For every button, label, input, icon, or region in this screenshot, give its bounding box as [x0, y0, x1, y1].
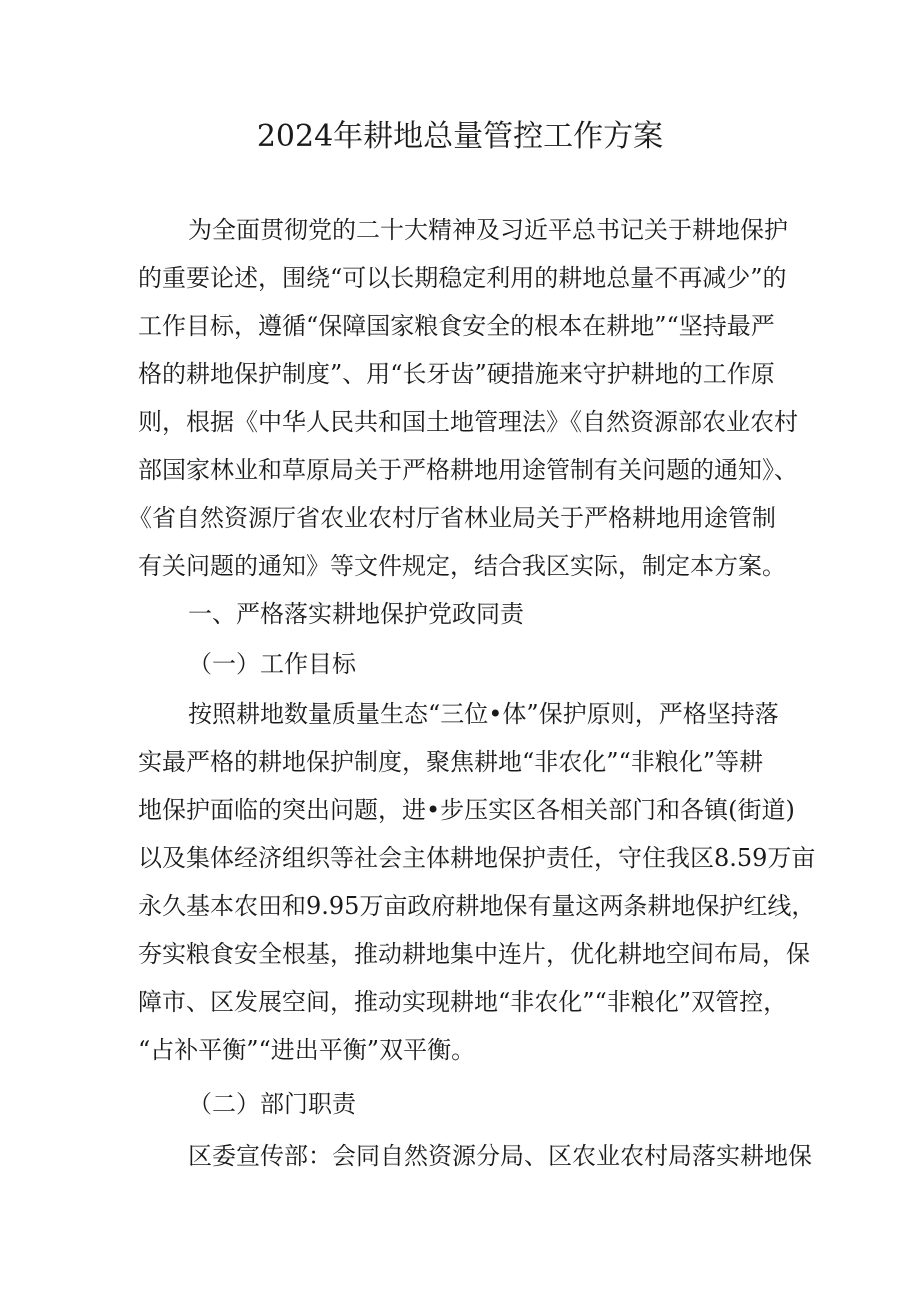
- dept-line-1: 区委宣传部：会同自然资源分局、区农业农村局落实耕地保: [188, 1142, 812, 1170]
- intro-line-6: 部国家林业和草原局关于严格耕地用途管制有关问题的通知》、: [138, 456, 798, 484]
- target-line-3: 地保护面临的突出问题，进•步压实区各相关部门和各镇(街道): [138, 796, 795, 824]
- subsection-heading-2: （二）部门职责: [188, 1090, 356, 1118]
- target-line-1: 按照耕地数量质量生态“三位•体”保护原则，严格坚持落: [188, 700, 779, 728]
- intro-line-1: 为全面贯彻党的二十大精神及习近平总书记关于耕地保护: [188, 216, 788, 244]
- section-heading-1: 一、严格落实耕地保护党政同责: [188, 600, 524, 628]
- intro-line-7: 《省自然资源厅省农业农村厅省林业局关于严格耕地用途管制: [128, 504, 776, 532]
- intro-line-8: 有关问题的通知》等文件规定，结合我区实际，制定本方案。: [138, 552, 786, 580]
- target-line-6: 夯实粮食安全根基，推动耕地集中连片，优化耕地空间布局，保: [138, 940, 810, 968]
- intro-line-2: 的重要论述，围绕“可以长期稳定利用的耕地总量不再减少”的: [138, 264, 787, 292]
- subsection-heading-1: （一）工作目标: [188, 650, 356, 678]
- intro-line-3: 工作目标，遵循“保障国家粮食安全的根本在耕地”“坚持最严: [138, 312, 775, 340]
- target-line-8: “占补平衡”“进出平衡”双平衡。: [138, 1036, 476, 1064]
- intro-line-5: 则，根据《中华人民共和国土地管理法》《自然资源部农业农村: [138, 408, 798, 436]
- target-line-2: 实最严格的耕地保护制度，聚焦耕地“非农化”“非粮化”等耕: [138, 748, 764, 776]
- document-title: 2024年耕地总量管控工作方案: [256, 119, 664, 154]
- intro-line-4: 格的耕地保护制度”、用“长牙齿”硬措施来守护耕地的工作原: [138, 360, 775, 388]
- target-line-7: 障市、区发展空间，推动实现耕地“非农化”“非粮化”双管控，: [138, 988, 788, 1016]
- target-line-5: 永久基本农田和9.95万亩政府耕地保有量这两条耕地保护红线，: [138, 892, 816, 920]
- target-line-4: 以及集体经济组织等社会主体耕地保护责任，守住我区8.59万亩: [138, 844, 816, 872]
